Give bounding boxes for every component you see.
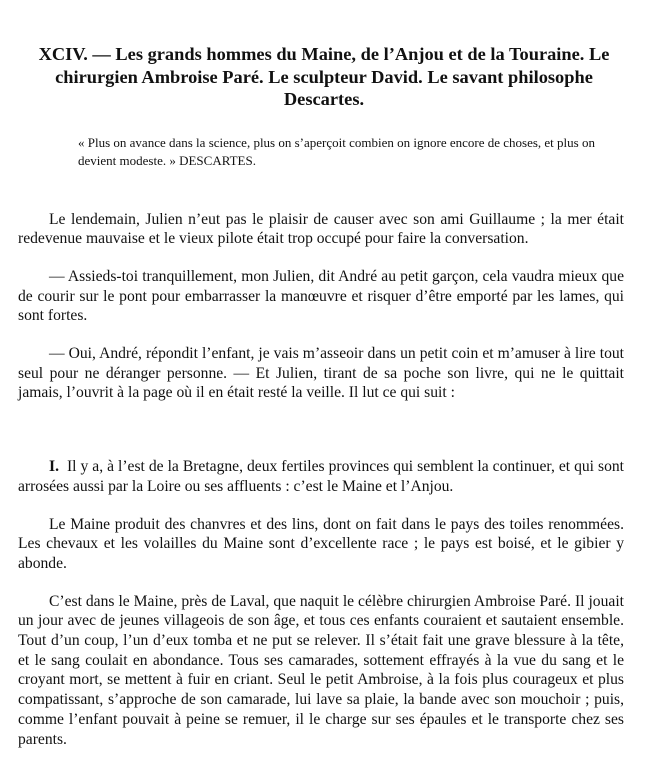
paragraph-3: — Oui, André, répondit l’enfant, je vais m’asseoir dans un petit coin et m’amuser à lire tout seul pour ne déranger personne. — Et Julien, tirant de sa poche son livre, qui ne le quittait jamais, l’ouvrit à la page où il en était resté la veille. Il lut ce qui suit : xyxy=(18,345,624,402)
section-text: Il y a, à l’est de la Bretagne, deux fertiles provinces qui semblent la continuer, et qui sont arrosées aussi par la Loire ou ses affluents : c’est le Maine et l’Anjou. xyxy=(18,458,625,495)
chapter-title: XCIV. — Les grands hommes du Maine, de l’Anjou et de la Touraine. Le chirurgien Ambroise Paré. Le sculpteur David. Le savant philosophe Descartes. xyxy=(38,44,610,109)
section-paragraph-1: Le Maine produit des chanvres et des lins, dont on fait dans le pays des toiles renommées. Les chevaux et les volailles du Maine sont d’excellente race ; le pays est boisé, et le gibier y abonde. xyxy=(18,515,624,572)
section-number: I. xyxy=(49,458,59,476)
epigraph-quote: « Plus on avance dans la science, plus on s’aperçoit combien on ignore encore de choses, et plus on devient modeste. » DESCARTES. xyxy=(78,134,595,168)
section-paragraph xyxy=(18,457,624,496)
section-paragraph-2: C’est dans le Maine, près de Laval, que naquit le célèbre chirurgien Ambroise Paré. Il jouait un jour avec de jeunes villageois de son âge, et tous ces enfants couraient et sautaient ensemble. Tout d’un coup, l’un d’eux tomba et ne put se relever. Il s’était fait une grave blessure à la tête, et le sang coulait en abondance. Tous ses camarades, sottement effrayés à la vue du sang et le croyant mort, se mettent à fuir en criant. Seul le petit Ambroise, à la fois plus courageux et plus compatissant, s’approche de son camarade, lui lave sa plaie, la bande avec son mouchoir ; puis, comme l’enfant pouvait à peine se remuer, il le charge sur ses épaules et le transporte chez ses parents. xyxy=(18,592,624,748)
paragraph-2: — Assieds-toi tranquillement, mon Julien, dit André au petit garçon, cela vaudra mieux que de courir sur le pont pour embarrasser la manœuvre et risquer d’être emporté par les lames, qui sont fortes. xyxy=(18,267,624,325)
paragraph-1: Le lendemain, Julien n’eut pas le plaisir de causer avec son ami Guillaume ; la mer était redevenue mauvaise et le vieux pilote était trop occupé pour faire la conversation. xyxy=(18,210,624,248)
